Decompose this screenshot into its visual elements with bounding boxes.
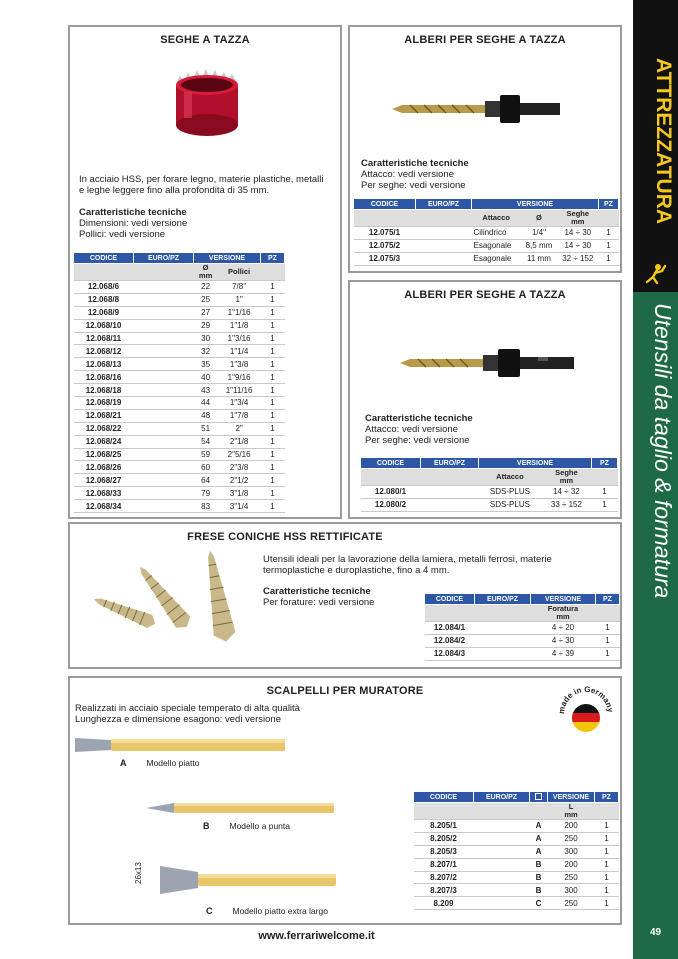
sub-attacco: Attacco xyxy=(479,469,542,486)
cell-length: 250 xyxy=(548,871,595,884)
col-versione: VERSIONE xyxy=(531,594,596,605)
cell-code: 12.084/2 xyxy=(425,634,475,647)
cell-code: 12.068/34 xyxy=(74,500,134,513)
desc-line-2: termoplastiche e duroplastiche, fino a 4 mm. xyxy=(263,565,450,576)
desc-line-2: Lunghezza e dimensione esagono: vedi versione xyxy=(75,714,281,725)
cell-code: 12.068/13 xyxy=(74,358,134,371)
cell-length: 250 xyxy=(548,832,595,845)
chisel-wide-image xyxy=(160,866,340,894)
table-row xyxy=(414,845,619,858)
table-row xyxy=(414,897,619,910)
table-alberi-1 xyxy=(353,198,619,266)
cell-code: 12.075/3 xyxy=(354,252,416,265)
cell-attacco: Esagonale xyxy=(472,252,521,265)
table-alberi-2 xyxy=(360,457,618,512)
cell-pz: 1 xyxy=(596,634,620,647)
cell-pz: 1 xyxy=(261,422,285,435)
table-row xyxy=(414,858,619,871)
cell-price xyxy=(474,858,530,871)
cell-length: 300 xyxy=(548,884,595,897)
cell-price xyxy=(134,371,194,384)
cell-pz: 1 xyxy=(261,384,285,397)
cell-price xyxy=(474,820,530,833)
table-row xyxy=(74,461,285,474)
cell-code: 12.068/25 xyxy=(74,448,134,461)
hole-saw-image xyxy=(170,67,244,143)
col-euro-pz: EURO/PZ xyxy=(475,594,531,605)
chisel-flat-image xyxy=(75,734,290,756)
cell-pz: 1 xyxy=(599,239,619,252)
cell-code: 8.209 xyxy=(414,897,474,910)
cell-price xyxy=(475,622,531,635)
cell-diam: 8,5 mm xyxy=(521,239,557,252)
cell-code: 12.068/26 xyxy=(74,461,134,474)
cell-model: C xyxy=(530,897,548,910)
cell-mm: 54 xyxy=(194,435,218,448)
cell-mm: 40 xyxy=(194,371,218,384)
cell-seghe: 14 ÷ 30 xyxy=(557,227,598,240)
cell-price xyxy=(475,634,531,647)
sub-l: L mm xyxy=(548,803,595,820)
made-in-germany-badge xyxy=(556,680,616,740)
panel-scalpelli xyxy=(68,676,622,925)
cell-attacco: SDS-PLUS xyxy=(479,498,542,511)
spec-line-2: Per seghe: vedi versione xyxy=(361,180,466,191)
page-number: 49 xyxy=(649,927,662,938)
cell-mm: 35 xyxy=(194,358,218,371)
cell-code: 12.068/9 xyxy=(74,306,134,319)
cell-pz: 1 xyxy=(595,871,619,884)
table-row xyxy=(425,647,620,660)
cell-code: 12.068/11 xyxy=(74,332,134,345)
cell-pz: 1 xyxy=(592,498,618,511)
cell-price xyxy=(134,397,194,410)
table-row xyxy=(361,498,618,511)
chisel-point-image xyxy=(146,800,338,816)
sub-foratura: Foratura mm xyxy=(531,605,596,622)
cell-pz: 1 xyxy=(592,486,618,499)
desc-line-1: In acciaio HSS, per forare legno, materie plastiche, metalli xyxy=(79,174,324,185)
cell-code: 12.084/1 xyxy=(425,622,475,635)
cell-code: 12.075/1 xyxy=(354,227,416,240)
table-row xyxy=(425,622,620,635)
table-row xyxy=(425,634,620,647)
panel-alberi-2 xyxy=(348,280,622,519)
cell-mm: 43 xyxy=(194,384,218,397)
cell-inch: 1"11/16 xyxy=(218,384,261,397)
cell-inch: 1"3/16 xyxy=(218,332,261,345)
sidebar-category: ATTREZZATURA xyxy=(652,58,675,225)
col-euro-pz: EURO/PZ xyxy=(474,792,530,803)
panel-title: ALBERI PER SEGHE A TAZZA xyxy=(404,34,566,46)
cell-model: A xyxy=(530,845,548,858)
spec-line-1: Per forature: vedi versione xyxy=(263,597,375,608)
cell-inch: 2"5/16 xyxy=(218,448,261,461)
cell-code: 12.084/3 xyxy=(425,647,475,660)
table-row xyxy=(414,820,619,833)
cell-diam: 1/4" xyxy=(521,227,557,240)
panel-seghe-a-tazza xyxy=(68,25,342,519)
col-codice: CODICE xyxy=(414,792,474,803)
panel-alberi-1 xyxy=(348,25,622,273)
col-versione: VERSIONE xyxy=(479,458,592,469)
cell-seghe: 32 ÷ 152 xyxy=(557,252,598,265)
cell-inch: 1" xyxy=(218,293,261,306)
cell-code: 8.205/2 xyxy=(414,832,474,845)
cell-price xyxy=(421,486,479,499)
cell-price xyxy=(134,281,194,294)
spec-title: Caratteristiche tecniche xyxy=(361,158,469,169)
table-row xyxy=(414,884,619,897)
spec-line-1: Attacco: vedi versione xyxy=(365,424,458,435)
table-row xyxy=(354,252,619,265)
col-codice: CODICE xyxy=(354,199,416,210)
cell-code: 8.205/3 xyxy=(414,845,474,858)
cell-price xyxy=(134,345,194,358)
arbor-image xyxy=(390,91,580,127)
table-row xyxy=(354,227,619,240)
cell-model: A xyxy=(530,832,548,845)
col-versione: VERSIONE xyxy=(472,199,599,210)
cell-pz: 1 xyxy=(261,435,285,448)
cell-code: 8.207/2 xyxy=(414,871,474,884)
cell-pz: 1 xyxy=(261,293,285,306)
spec-line-2: Per seghe: vedi versione xyxy=(365,435,470,446)
cell-code: 12.075/2 xyxy=(354,239,416,252)
table-row xyxy=(74,332,285,345)
table-row xyxy=(74,293,285,306)
table-seghe-a-tazza xyxy=(73,252,285,513)
cell-pz: 1 xyxy=(596,622,620,635)
col-pz: PZ xyxy=(599,199,619,210)
sub-diam: Ø mm xyxy=(194,264,218,281)
cell-price xyxy=(421,498,479,511)
cell-pz: 1 xyxy=(595,845,619,858)
cell-pz: 1 xyxy=(599,252,619,265)
cell-price xyxy=(416,252,472,265)
cell-inch: 2"1/2 xyxy=(218,474,261,487)
panel-title: ALBERI PER SEGHE A TAZZA xyxy=(404,289,566,301)
cell-price xyxy=(134,487,194,500)
cell-inch: 1"1/4 xyxy=(218,345,261,358)
table-row xyxy=(414,832,619,845)
table-scalpelli xyxy=(413,791,619,910)
col-pz: PZ xyxy=(261,253,285,264)
cell-model: B xyxy=(530,884,548,897)
desc-line-2: e leghe leggere fino alla profondità di 35 mm. xyxy=(79,185,270,196)
cell-pz: 1 xyxy=(595,858,619,871)
table-row xyxy=(74,500,285,513)
cell-mm: 60 xyxy=(194,461,218,474)
cell-code: 12.068/19 xyxy=(74,397,134,410)
cell-price xyxy=(416,227,472,240)
spec-title: Caratteristiche tecniche xyxy=(263,586,371,597)
col-codice: CODICE xyxy=(425,594,475,605)
step-drill-image xyxy=(88,549,248,649)
cell-foratura: 4 ÷ 20 xyxy=(531,622,596,635)
cell-pz: 1 xyxy=(261,500,285,513)
cell-mm: 64 xyxy=(194,474,218,487)
footer-url[interactable]: www.ferrariwelcome.it xyxy=(258,930,375,942)
cell-foratura: 4 ÷ 30 xyxy=(531,634,596,647)
cell-code: 12.068/8 xyxy=(74,293,134,306)
cell-seghe: 33 ÷ 152 xyxy=(541,498,591,511)
cell-mm: 27 xyxy=(194,306,218,319)
spec-title: Caratteristiche tecniche xyxy=(79,207,187,218)
cell-inch: 1"1/8 xyxy=(218,319,261,332)
cell-mm: 51 xyxy=(194,422,218,435)
cell-pz: 1 xyxy=(261,487,285,500)
cell-pz: 1 xyxy=(261,474,285,487)
cell-mm: 79 xyxy=(194,487,218,500)
cell-code: 12.068/21 xyxy=(74,409,134,422)
cell-inch: 3"1/8 xyxy=(218,487,261,500)
cell-pz: 1 xyxy=(261,345,285,358)
cell-inch: 3"1/4 xyxy=(218,500,261,513)
cell-foratura: 4 ÷ 39 xyxy=(531,647,596,660)
cell-code: 8.207/3 xyxy=(414,884,474,897)
table-row xyxy=(74,345,285,358)
cell-price xyxy=(416,239,472,252)
cell-inch: 1"3/8 xyxy=(218,358,261,371)
cell-mm: 83 xyxy=(194,500,218,513)
table-frese xyxy=(424,593,620,661)
cell-pz: 1 xyxy=(261,371,285,384)
table-row xyxy=(74,281,285,294)
col-euro-pz: EURO/PZ xyxy=(421,458,479,469)
cell-pz: 1 xyxy=(261,281,285,294)
cell-model: A xyxy=(530,820,548,833)
panel-title: SCALPELLI PER MURATORE xyxy=(266,685,424,697)
table-row xyxy=(74,319,285,332)
cell-price xyxy=(134,319,194,332)
cell-mm: 32 xyxy=(194,345,218,358)
cell-pz: 1 xyxy=(261,448,285,461)
cell-inch: 1"1/16 xyxy=(218,306,261,319)
cell-price xyxy=(474,845,530,858)
spec-title: Caratteristiche tecniche xyxy=(365,413,473,424)
cell-price xyxy=(134,500,194,513)
cell-inch: 7/8" xyxy=(218,281,261,294)
cell-mm: 22 xyxy=(194,281,218,294)
col-versione: VERSIONE xyxy=(548,792,595,803)
cell-price xyxy=(134,422,194,435)
cell-price xyxy=(474,897,530,910)
spec-line-2: Pollici: vedi versione xyxy=(79,229,166,240)
cell-diam: 11 mm xyxy=(521,252,557,265)
cell-code: 12.068/33 xyxy=(74,487,134,500)
cell-code: 12.068/27 xyxy=(74,474,134,487)
sub-attacco: Attacco xyxy=(472,210,521,227)
col-model-icon xyxy=(530,792,548,803)
dim-label: 26x13 xyxy=(134,862,143,884)
cell-code: 12.080/2 xyxy=(361,498,421,511)
sub-seghe: Seghe mm xyxy=(557,210,598,227)
panel-title: SEGHE A TAZZA xyxy=(160,34,250,46)
cell-pz: 1 xyxy=(595,832,619,845)
sidebar-subtitle: Utensili da taglio & formatura xyxy=(650,303,676,599)
cell-code: 12.068/16 xyxy=(74,371,134,384)
cell-price xyxy=(134,293,194,306)
cell-code: 12.068/18 xyxy=(74,384,134,397)
arbor-sds-image xyxy=(398,346,578,380)
cell-length: 250 xyxy=(548,897,595,910)
table-row xyxy=(361,486,618,499)
sub-seghe: Seghe mm xyxy=(541,469,591,486)
col-pz: PZ xyxy=(596,594,620,605)
cell-pz: 1 xyxy=(599,227,619,240)
cell-pz: 1 xyxy=(595,884,619,897)
cell-mm: 59 xyxy=(194,448,218,461)
cell-model: B xyxy=(530,858,548,871)
table-row xyxy=(74,384,285,397)
cell-attacco: Cilindrico xyxy=(472,227,521,240)
cell-price xyxy=(134,358,194,371)
cell-pz: 1 xyxy=(261,397,285,410)
table-row xyxy=(74,409,285,422)
table-row xyxy=(74,358,285,371)
cell-length: 200 xyxy=(548,820,595,833)
cell-code: 12.068/10 xyxy=(74,319,134,332)
cell-length: 300 xyxy=(548,845,595,858)
cell-code: 12.080/1 xyxy=(361,486,421,499)
spec-line-1: Attacco: vedi versione xyxy=(361,169,454,180)
cell-mm: 48 xyxy=(194,409,218,422)
col-codice: CODICE xyxy=(74,253,134,264)
sub-diam: Ø xyxy=(521,210,557,227)
cell-pz: 1 xyxy=(261,306,285,319)
cell-seghe: 14 ÷ 30 xyxy=(557,239,598,252)
cell-price xyxy=(474,832,530,845)
cell-price xyxy=(134,448,194,461)
cell-price xyxy=(134,384,194,397)
col-euro-pz: EURO/PZ xyxy=(134,253,194,264)
caption-model-a: A Modello piatto xyxy=(120,758,200,768)
table-row xyxy=(74,448,285,461)
cell-length: 200 xyxy=(548,858,595,871)
col-pz: PZ xyxy=(595,792,619,803)
cell-pz: 1 xyxy=(596,647,620,660)
cell-inch: 2"1/8 xyxy=(218,435,261,448)
cell-inch: 1"7/8 xyxy=(218,409,261,422)
col-euro-pz: EURO/PZ xyxy=(416,199,472,210)
square-icon xyxy=(535,793,542,800)
worker-logo-icon xyxy=(643,262,669,288)
cell-code: 12.068/6 xyxy=(74,281,134,294)
table-row xyxy=(74,474,285,487)
sub-pollici: Pollici xyxy=(218,264,261,281)
cell-code: 12.068/22 xyxy=(74,422,134,435)
cell-price xyxy=(134,474,194,487)
table-row xyxy=(414,871,619,884)
cell-price xyxy=(134,332,194,345)
table-row xyxy=(74,371,285,384)
cell-inch: 2" xyxy=(218,422,261,435)
badge-text: made in Germany xyxy=(556,684,615,715)
cell-inch: 2"3/8 xyxy=(218,461,261,474)
cell-pz: 1 xyxy=(261,358,285,371)
spec-line-1: Dimensioni: vedi versione xyxy=(79,218,188,229)
cell-pz: 1 xyxy=(595,897,619,910)
cell-code: 8.205/1 xyxy=(414,820,474,833)
table-row xyxy=(354,239,619,252)
cell-price xyxy=(475,647,531,660)
panel-title: FRESE CONICHE HSS RETTIFICATE xyxy=(187,531,383,543)
cell-code: 8.207/1 xyxy=(414,858,474,871)
col-versione: VERSIONE xyxy=(194,253,261,264)
table-row xyxy=(74,306,285,319)
cell-mm: 29 xyxy=(194,319,218,332)
cell-mm: 30 xyxy=(194,332,218,345)
table-row xyxy=(74,397,285,410)
cell-model: B xyxy=(530,871,548,884)
panel-frese xyxy=(68,522,622,669)
desc-line-1: Realizzati in acciaio speciale temperato di alta qualità xyxy=(75,703,300,714)
cell-price xyxy=(134,435,194,448)
sidebar xyxy=(633,0,678,959)
cell-pz: 1 xyxy=(595,820,619,833)
table-row xyxy=(74,435,285,448)
cell-attacco: Esagonale xyxy=(472,239,521,252)
cell-price xyxy=(474,884,530,897)
caption-model-b: B Modello a punta xyxy=(203,821,290,831)
table-row xyxy=(74,422,285,435)
cell-price xyxy=(134,306,194,319)
cell-code: 12.068/24 xyxy=(74,435,134,448)
cell-inch: 1"9/16 xyxy=(218,371,261,384)
desc-line-1: Utensili ideali per la lavorazione della lamiera, metalli ferrosi, materie xyxy=(263,554,552,565)
cell-price xyxy=(474,871,530,884)
cell-pz: 1 xyxy=(261,409,285,422)
caption-model-c: C Modello piatto extra largo xyxy=(206,906,328,916)
table-row xyxy=(74,487,285,500)
cell-pz: 1 xyxy=(261,319,285,332)
cell-price xyxy=(134,461,194,474)
cell-code: 12.068/12 xyxy=(74,345,134,358)
cell-attacco: SDS-PLUS xyxy=(479,486,542,499)
cell-mm: 44 xyxy=(194,397,218,410)
cell-inch: 1"3/4 xyxy=(218,397,261,410)
cell-price xyxy=(134,409,194,422)
col-pz: PZ xyxy=(592,458,618,469)
cell-mm: 25 xyxy=(194,293,218,306)
cell-pz: 1 xyxy=(261,332,285,345)
cell-pz: 1 xyxy=(261,461,285,474)
cell-seghe: 14 ÷ 32 xyxy=(541,486,591,499)
col-codice: CODICE xyxy=(361,458,421,469)
